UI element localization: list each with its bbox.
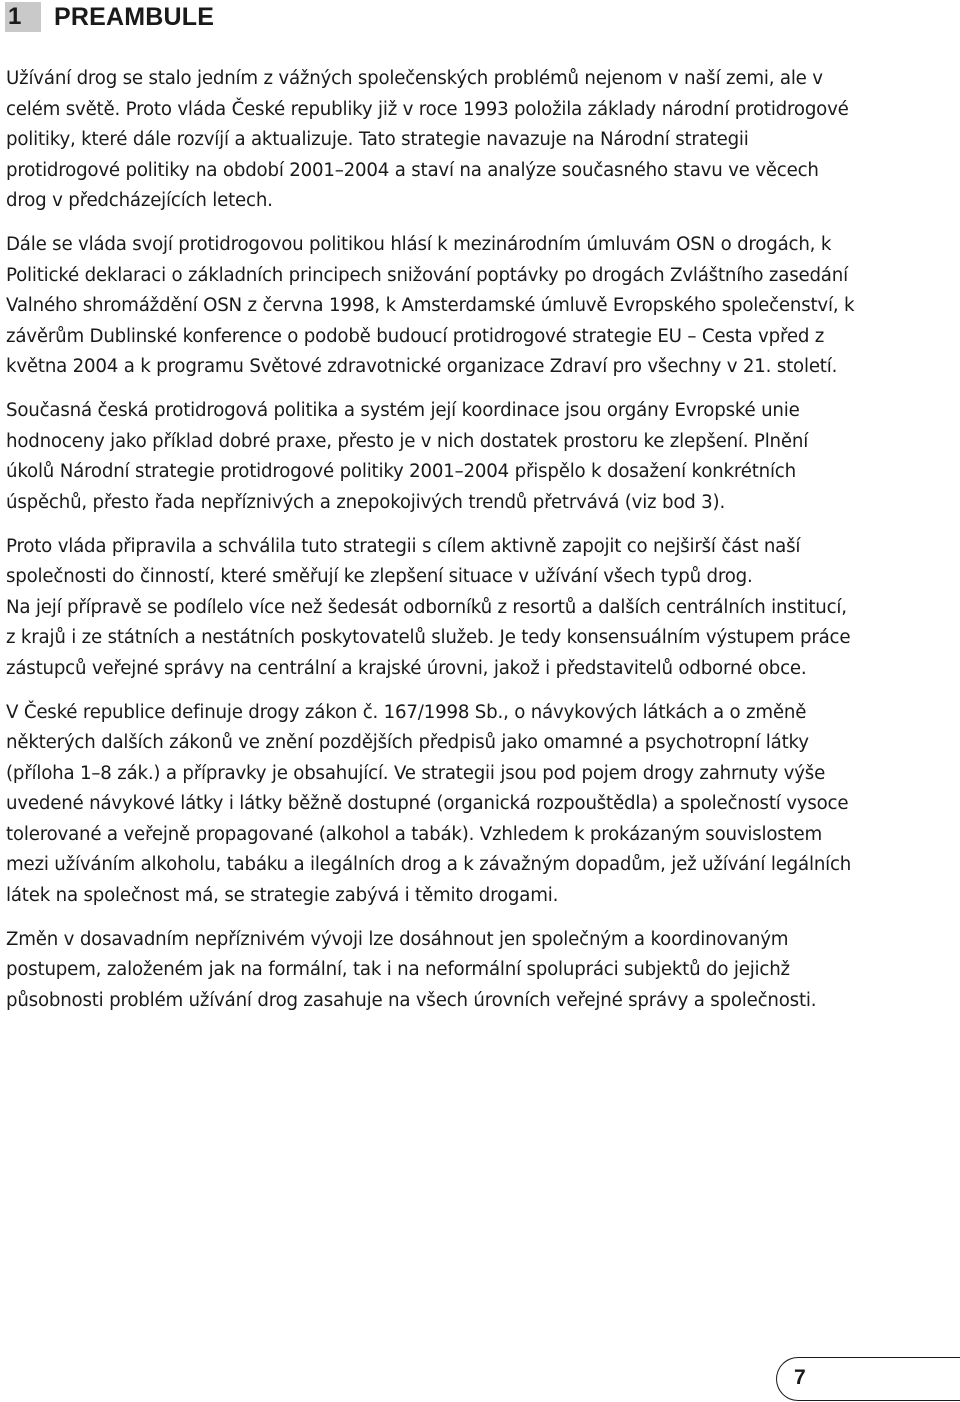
paragraph-international: Dále se vláda svojí protidrogovou politikou hlásí k mezinárodním úmluvám OSN o drogách, k Politické deklaraci o základních principech snižování poptávky po drogách Zvláštního zasedání Valného shromáždění OSN z června 1998, k Amsterdamské úmluvě Evropského společenství, k závěrům Dublinské konference o podobě budoucí protidrogové strategie EU – Cesta vpřed z května 2004 a k programu Světové zdravotnické organizace Zdraví pro všechny v 21. století. [6,234,855,377]
paragraph-intro: Užívání drog se stalo jedním z vážných společenských problémů nejenom v naší zemi, ale v celém světě. Proto vláda České republiky již v roce 1993 položila základy národní protidrogové politiky, které dále rozvíjí a aktualizuje. Tato strategie navazuje na Národní strategii protidrogové politiky na období 2001–2004 a staví na analýze současného stavu ve věcech drog v předcházejících letech. [6,68,849,211]
page-number: 7 [794,1366,806,1389]
paragraph-conclusion: Změn v dosavadním nepříznivém vývoji lze dosáhnout jen společným a koordinovaným postupem, založeném jak na formální, tak i na neformální spolupráci subjektů do jejichž působnosti problém užívání drog zasahuje na všech úrovních veřejné správy a společnosti. [6,928,817,1011]
section-number: 1 [5,2,41,32]
section-title: PREAMBULE [54,2,215,31]
paragraph-approval: Proto vláda připravila a schválila tuto strategii s cílem aktivně zapojit co nejširší část naší společnosti do činností, které směřují ke zlepšení situace v užívání všech typů drog. [6,535,801,587]
body-text [6,64,856,1030]
paragraph-definition: V České republice definuje drogy zákon č. 167/1998 Sb., o návykových látkách a o změně některých dalších zákonů ve znění pozdějších předpisů jako omamné a psychotropní látky (příloha 1–8 zák.) a přípravky je obsahující. Ve strategii jsou pod pojem drogy zahrnuty výše uvedené návykové látky i látky běžně dostupné (organická rozpouštědla) a společností vysoce tolerované a veřejně propagované (alkohol a tabák). Vzhledem k prokázaným souvislostem mezi užíváním alkoholu, tabáku a ilegálních drog a k závažným dopadům, jež užívání legálních látek na společnost má, se strategie zabývá i těmito drogami. [6,701,852,906]
section-heading [5,2,214,32]
page-number-badge [776,1357,960,1401]
paragraph-preparation: Na její přípravě se podílelo více než šedesát odborníků z resortů a dalších centrálních institucí, z krajů i ze státních a nestátních poskytovatelů služeb. Je tedy konsensuálním výstupem práce zástupců veřejné správy na centrální a krajské úrovni, jakož i představitelů odborné obce. [6,596,851,679]
paragraph-evaluation: Současná česká protidrogová politika a systém její koordinace jsou orgány Evropské unie hodnoceny jako příklad dobré praxe, přesto je v nich dostatek prostoru ke zlepšení. Plnění úkolů Národní strategie protidrogové politiky 2001–2004 přispělo k dosažení konkrétních úspěchů, přesto řada nepříznivých a znepokojivých trendů přetrvává (viz bod 3). [6,400,809,513]
